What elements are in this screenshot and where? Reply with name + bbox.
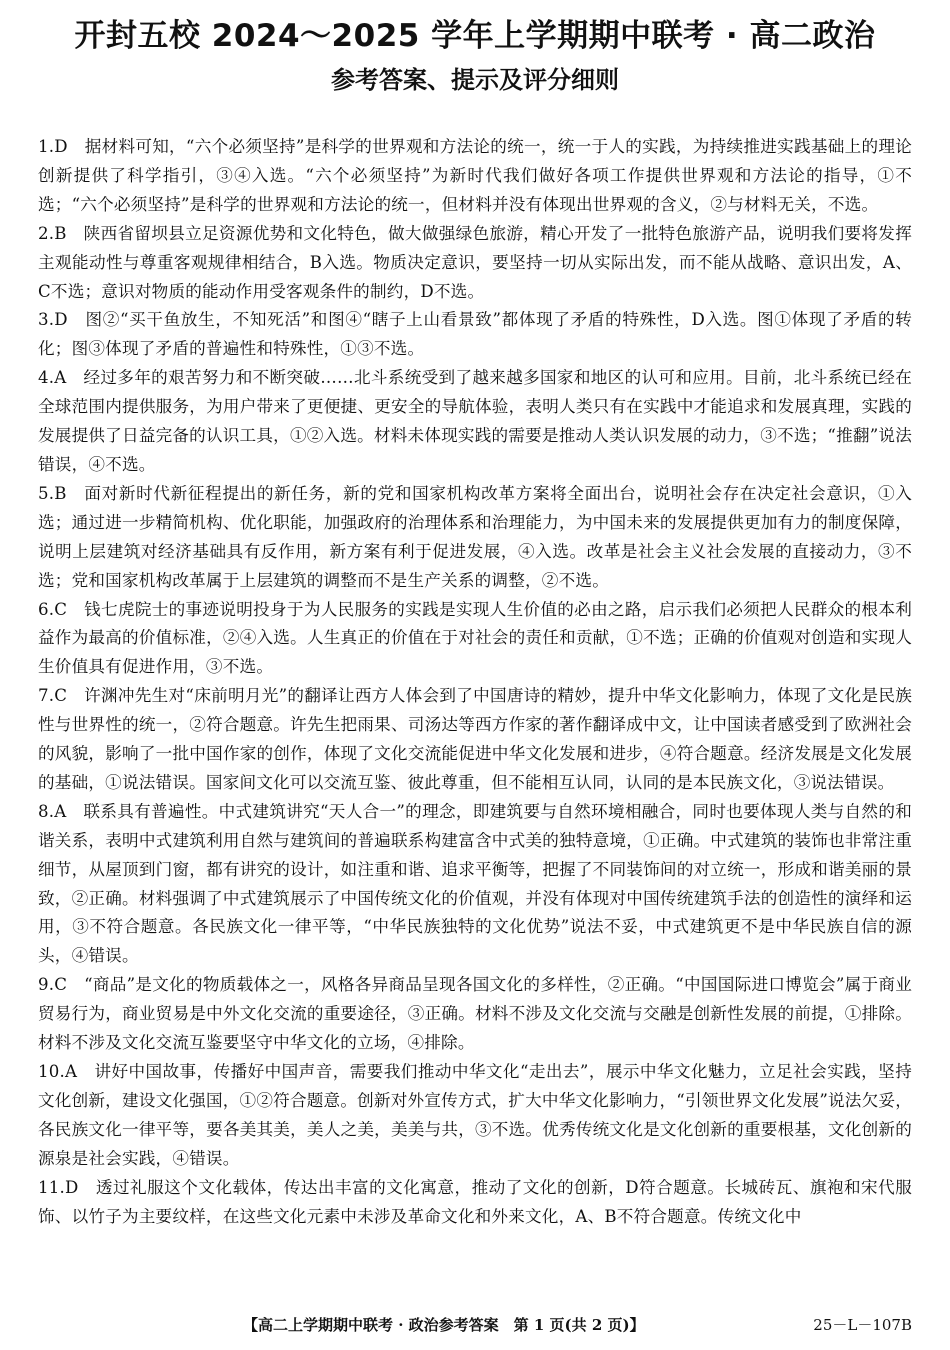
answer-item-6 — [38, 596, 912, 683]
answer-number: 11.D — [38, 1177, 79, 1197]
answer-item-11 — [38, 1174, 912, 1232]
page-title: 开封五校 2024～2025 学年上学期期中联考 · 高二政治 — [74, 18, 876, 54]
answer-number: 9.C — [38, 975, 68, 995]
answer-item-8 — [38, 798, 912, 971]
answer-explanation: 联系具有普遍性。中式建筑讲究“天人合一”的理念，即建筑要与自然环境相融合，同时也要体现人类与自然的和谐关系，表明中式建筑利用自然与建筑间的普遍联系构建富含中式美的独特意境，①正确。中式建筑的装饰也非常注重细节，从屋顶到门窗，都有讲究的设计，如注重和谐、追求平衡等，把握了不同装饰间的对立统一，形成和谐美丽的景致，②正确。材料强调了中式建筑展示了中国传统文化的价值观，并没有体现对中国传统建筑手法的创造性的演绎和运用，③不符合题意。各民族文化一律平等，“中华民族独特的文化优势”说法不妥，中式建筑更不是中华民族自信的源头，④错误。 — [38, 801, 913, 966]
answer-number: 7.C — [38, 686, 68, 706]
page-footer — [0, 1311, 950, 1339]
answer-number: 5.B — [38, 483, 67, 503]
answer-item-4 — [38, 364, 912, 480]
answer-item-2 — [38, 220, 912, 307]
answer-explanation: 许渊冲先生对“床前明月光”的翻译让西方人体会到了中国唐诗的精妙，提升中华文化影响力，体现了文化是民族性与世界性的统一，②符合题意。许先生把雨果、司汤达等西方作家的著作翻译成中文，让中国读者感受到了欧洲社会的风貌，影响了一批中国作家的创作，体现了文化交流能促进中华文化发展和进步，④符合题意。经济发展是文化发展的基础，①说法错误。国家间文化可以交流互鉴、彼此尊重，但不能相互认同，认同的是本民族文化，③说法错误。 — [38, 686, 913, 792]
answer-number: 4.A — [38, 368, 67, 388]
answer-number: 1.D — [38, 137, 68, 156]
answer-explanation: 陕西省留坝县立足资源优势和文化特色，做大做强绿色旅游，精心开发了一批特色旅游产品，说明我们要将发挥主观能动性与尊重客观规律相结合，B入选。物质决定意识，要坚持一切从实际出发，而不能从战略、意识出发，A、C不选；意识对物质的能动作用受客观条件的制约，D不选。 — [38, 223, 913, 301]
answer-explanation: “商品”是文化的物质载体之一，风格各异商品呈现各国文化的多样性，②正确。“中国国际进口博览会”属于商业贸易行为，商业贸易是中外文化交流的重要途径，③正确。材料不涉及文化交流与交融是创新性发展的前提，①排除。材料不涉及文化交流互鉴要坚守中华文化的立场，④排除。 — [38, 975, 912, 1053]
answer-item-9 — [38, 971, 912, 1058]
answer-item-7 — [38, 682, 912, 798]
answer-item-1 — [38, 133, 912, 220]
footer-page-info: 【高二上学期期中联考 · 政治参考答案 第 1 页(共 2 页)】 — [243, 1316, 645, 1334]
answer-number: 10.A — [38, 1062, 78, 1081]
answer-explanation: 透过礼服这个文化载体，传达出丰富的文化寓意，推动了文化的创新，D符合题意。长城砖瓦、旗袍和宋代服饰、以竹子为主要纹样，在这些文化元素中未涉及革命文化和外来文化，A、B不符合题意。传统文化中 — [38, 1177, 913, 1226]
answer-item-3 — [38, 306, 912, 364]
answer-number: 2.B — [38, 223, 67, 243]
footer-doc-code: 25－L－107B — [813, 1316, 912, 1334]
answer-explanation: 经过多年的艰苦努力和不断突破……北斗系统受到了越来越多国家和地区的认可和应用。目前，北斗系统已经在全球范围内提供服务，为用户带来了更便捷、更安全的导航体验，表明人类只有在实践中才能追求和发展真理，实践的发展提供了日益完备的认识工具，①②入选。材料未体现实践的需要是推动人类认识发展的动力，③不选；“推翻”说法错误，④不选。 — [38, 368, 912, 474]
answer-explanation: 讲好中国故事，传播好中国声音，需要我们推动中华文化“走出去”，展示中华文化魅力，立足社会实践，坚持文化创新，建设文化强国，①②符合题意。创新对外宣传方式，扩大中华文化影响力，“引领世界文化发展”说法欠妥，各民族文化一律平等，要各美其美，美人之美，美美与共，③不选。优秀传统文化是文化创新的重要根基，文化创新的源泉是社会实践，④错误。 — [38, 1062, 912, 1168]
answer-explanation: 据材料可知，“六个必须坚持”是科学的世界观和方法论的统一，统一于人的实践，为持续推进实践基础上的理论创新提供了科学指引，③④入选。“六个必须坚持”为新时代我们做好各项工作提供世界观和方法论的指导，①不选；“六个必须坚持”是科学的世界观和方法论的统一，但材料并没有体现出世界观的含义，②与材料无关，不选。 — [38, 137, 912, 214]
answer-explanation: 面对新时代新征程提出的新任务，新的党和国家机构改革方案将全面出台，说明社会存在决定社会意识，①入选；通过进一步精简机构、优化职能，加强政府的治理体系和治理能力，为中国未来的发展提供更加有力的制度保障，说明上层建筑对经济基础具有反作用，新方案有利于促进发展，④入选。改革是社会主义社会发展的直接动力，③不选；党和国家机构改革属于上层建筑的调整而不是生产关系的调整，②不选。 — [38, 483, 912, 590]
answer-item-5 — [38, 480, 912, 596]
answer-item-10 — [38, 1058, 912, 1174]
page-subtitle: 参考答案、提示及评分细则 — [331, 66, 619, 94]
answer-explanation: 钱七虎院士的事迹说明投身于为人民服务的实践是实现人生价值的必由之路，启示我们必须把人民群众的根本利益作为最高的价值标准，②④入选。人生真正的价值在于对社会的责任和贡献，①不选；正确的价值观对创造和实现人生价值具有促进作用，③不选。 — [38, 599, 913, 677]
answer-number: 8.A — [38, 801, 67, 821]
answer-list — [38, 133, 912, 1231]
answer-number: 3.D — [38, 310, 68, 330]
answer-explanation: 图②“买干鱼放生，不知死活”和图④“瞎子上山看景致”都体现了矛盾的特殊性，D入选。图①体现了矛盾的转化；图③体现了矛盾的普遍性和特殊性，①③不选。 — [38, 310, 913, 359]
answer-number: 6.C — [38, 599, 68, 619]
